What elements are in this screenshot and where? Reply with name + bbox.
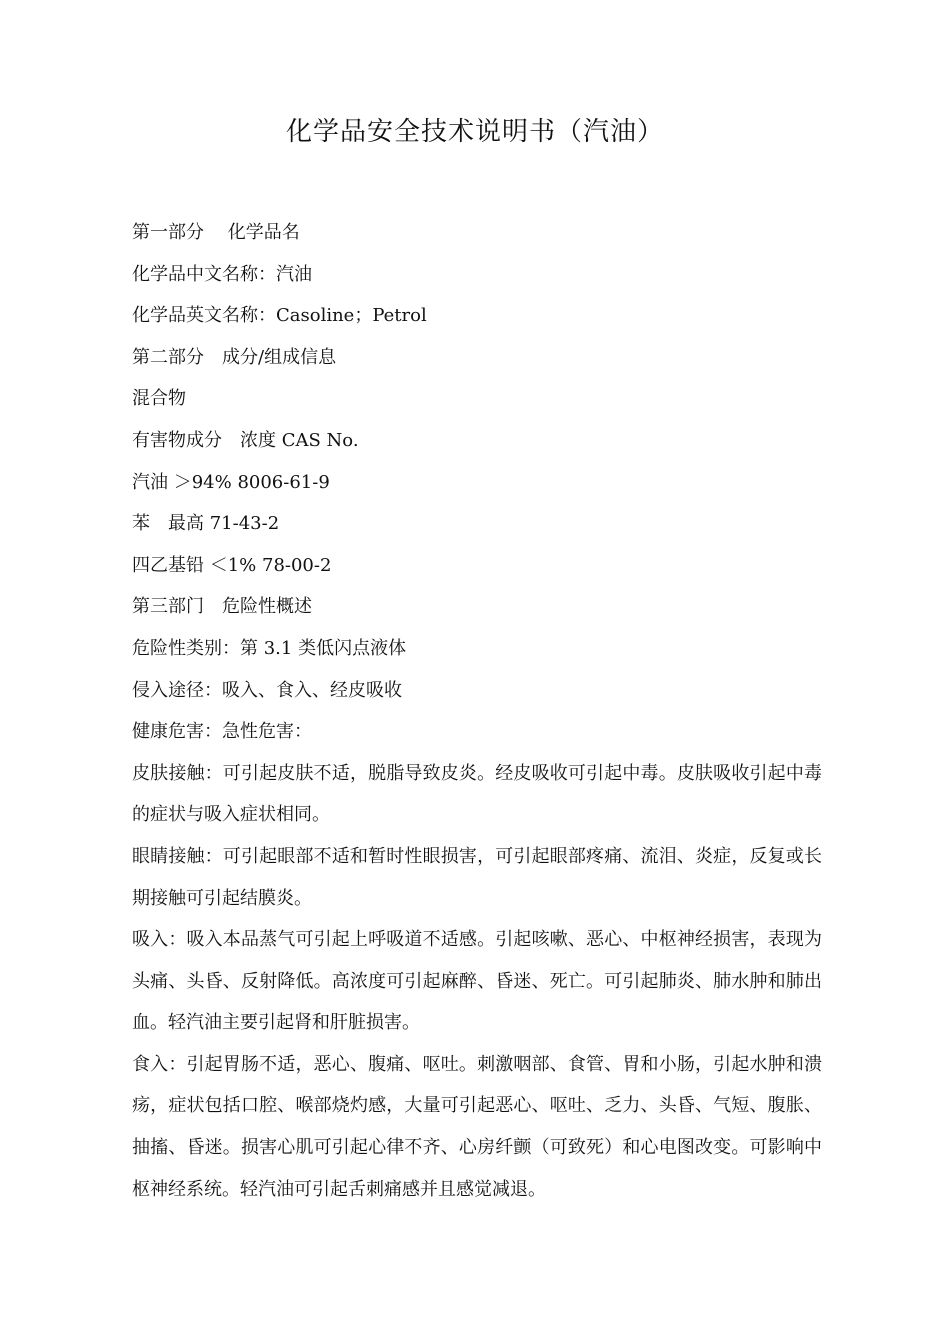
entry-route-line: 侵入途径：吸入、食入、经皮吸收 — [132, 679, 402, 701]
mixture-line: 混合物 — [132, 388, 186, 410]
eye-contact-paragraph: 眼睛接触：可引起眼部不适和暂时性眼损害，可引起眼部疼痛、流泪、炎症，反复或长期接触可引起结膜炎。 — [132, 845, 822, 909]
component-benzene-line: 苯 最高 71-43-2 — [132, 513, 280, 535]
component-header-line: 有害物成分 浓度 CAS No. — [132, 429, 359, 451]
skin-contact-paragraph: 皮肤接触：可引起皮肤不适，脱脂导致皮炎。经皮吸收可引起中毒。皮肤吸收引起中毒的症状与吸入症状相同。 — [132, 762, 822, 826]
hazard-class-line: 危险性类别：第 3.1 类低闪点液体 — [132, 637, 407, 659]
document-title: 化学品安全技术说明书（汽油） — [285, 117, 664, 147]
ingestion-paragraph: 食入：引起胃肠不适，恶心、腹痛、呕吐。刺激咽部、食管、胃和小肠，引起水肿和溃疡，症状包括口腔、喉部烧灼感，大量可引起恶心、呕吐、乏力、头昏、气短、腹胀、抽搐、昏迷。损害心肌可引起心律不齐、心房纤颤（可致死）和心电图改变。可影响中枢神经系统。轻汽油可引起舌刺痛感并且感觉减退。 — [132, 1053, 822, 1200]
chinese-name-line: 化学品中文名称：汽油 — [132, 263, 312, 285]
component-gasoline-line: 汽油 ＞94% 8006-61-9 — [132, 471, 330, 493]
inhalation-paragraph: 吸入：吸入本品蒸气可引起上呼吸道不适感。引起咳嗽、恶心、中枢神经损害，表现为头痛、头昏、反射降低。高浓度可引起麻醉、昏迷、死亡。可引起肺炎、肺水肿和肺出血。轻汽油主要引起肾和肝脏损害。 — [132, 929, 822, 1034]
section-3-heading: 第三部门 危险性概述 — [132, 596, 312, 618]
component-tetraethyl-lead-line: 四乙基铅 ＜1% 78-00-2 — [132, 554, 332, 576]
section-1-heading: 第一部分 化学品名 — [132, 222, 300, 243]
section-2-heading: 第二部分 成分/组成信息 — [132, 346, 337, 368]
health-hazard-line: 健康危害：急性危害： — [132, 721, 312, 743]
document-body — [132, 212, 822, 1210]
english-name-line: 化学品英文名称：Casoline；Petrol — [132, 305, 427, 327]
